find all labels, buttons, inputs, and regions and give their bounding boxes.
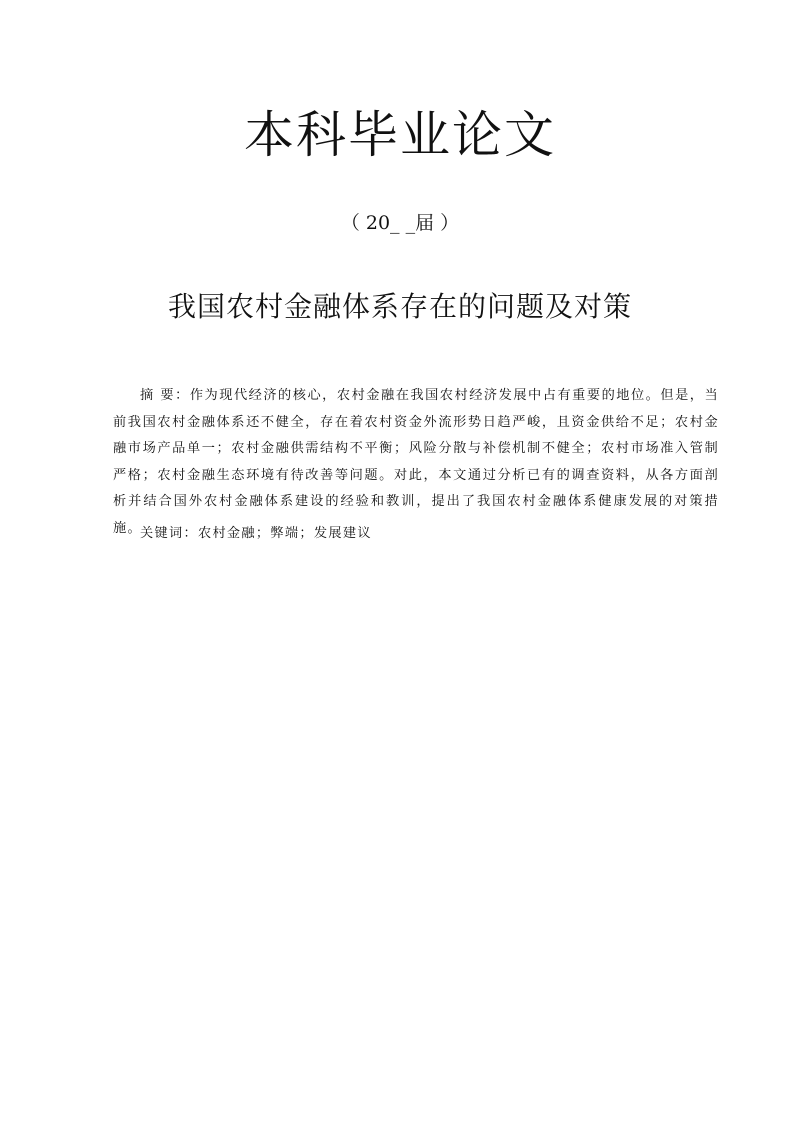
thesis-title: 我国农村金融体系存在的问题及对策 [167, 290, 632, 323]
keywords-label: 关键词： [140, 526, 198, 541]
main-title: 本科毕业论文 [244, 106, 556, 164]
graduation-session: （ 20_ _届 ） [340, 212, 460, 234]
abstract-text: 作为现代经济的核心，农村金融在我国农村经济发展中占有重要的地位。但是，当前我国农村金融体系还不健全，存在着农村资金外流形势日趋严峻，且资金供给不足；农村金融市场产品单一；农村金融供需结构不平衡；风险分散与补偿机制不健全；农村市场准入管制严格；农村金融生态环境有待改善等问题。对此，本文通过分析已有的调查资料，从各方面剖析并结合国外农村金融体系建设的经验和教训，提出了我国农村金融体系健康发展的对策措施。 [113, 388, 719, 536]
abstract-label: 摘 要： [140, 388, 190, 403]
keywords-line [140, 521, 720, 547]
abstract-paragraph [113, 383, 719, 542]
keywords-text: 农村金融；弊端；发展建议 [197, 526, 372, 541]
